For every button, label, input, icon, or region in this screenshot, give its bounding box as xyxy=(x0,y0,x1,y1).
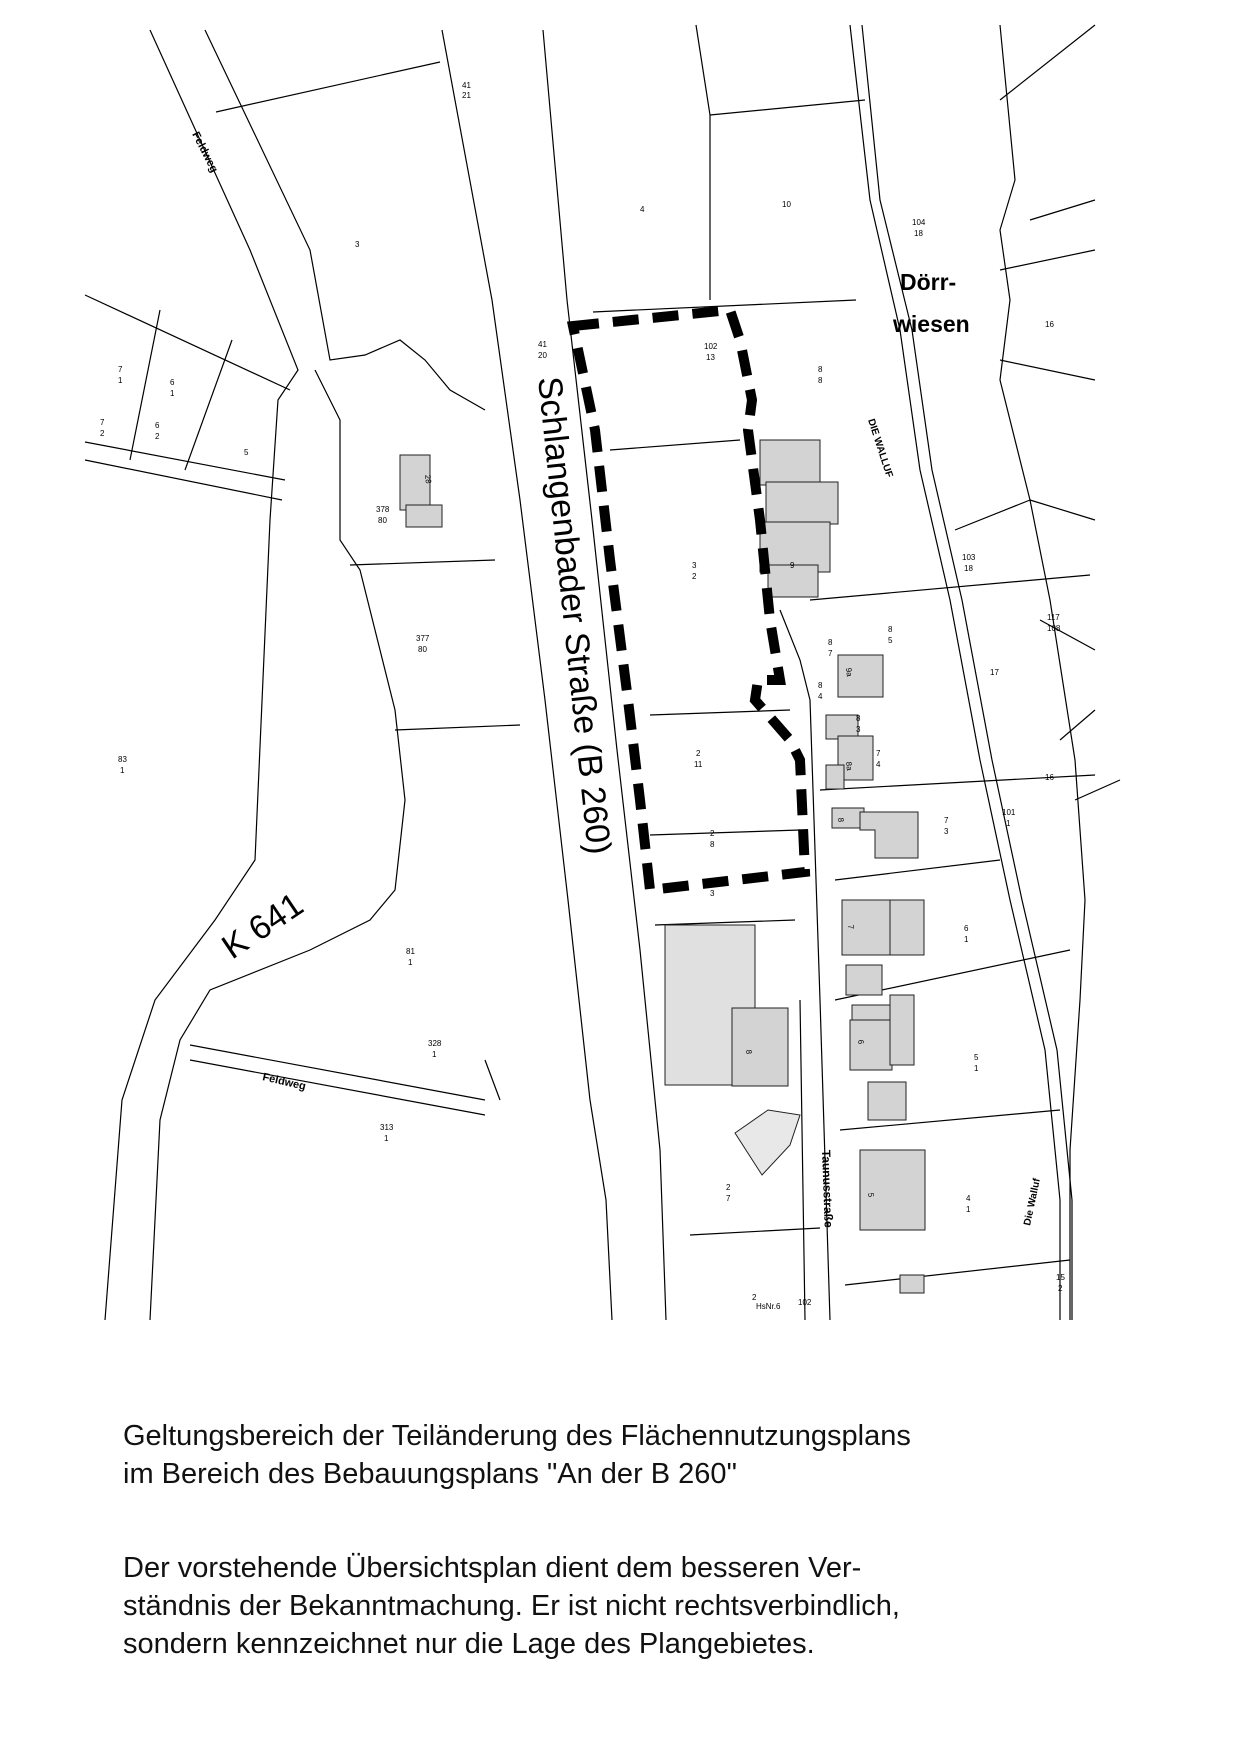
house-8a: 8a xyxy=(844,761,854,772)
parcel-8-8-den: 8 xyxy=(818,376,823,385)
parcel-328-1-den: 1 xyxy=(432,1050,437,1059)
parcel-83-1-num: 83 xyxy=(118,755,127,764)
parcel-377-80-den: 80 xyxy=(418,645,427,654)
road-label-b260: Schlangenbader Straße (B 260) xyxy=(530,374,619,857)
caption-line-5: sondern kennzeichnet nur die Lage des Plangebietes. xyxy=(123,1628,815,1660)
parcel-104-18-den: 18 xyxy=(914,229,923,238)
k641-left-edge xyxy=(105,30,298,1320)
stream-label-upper: DIE WALLUF xyxy=(865,417,895,480)
road-label-feldweg-bottom: Feldweg xyxy=(261,1071,307,1093)
caption-line-2: im Bereich des Bebauungsplans "An der B 260" xyxy=(123,1458,737,1490)
parcel-2-8-num: 2 xyxy=(710,829,715,838)
parcel-83-1-den: 1 xyxy=(120,766,125,775)
house-8b: 8 xyxy=(744,1049,754,1055)
road-label-taunusstrasse: Taunusstraße xyxy=(819,1149,836,1228)
house-5: 5 xyxy=(866,1192,876,1198)
parcel-103-18-num: 103 xyxy=(962,553,976,562)
parcel-8-3-den: 3 xyxy=(856,725,861,734)
parcel-7-1-den: 1 xyxy=(118,376,123,385)
parcel-4-1-num: 4 xyxy=(966,1194,971,1203)
road-label-feldweg-top: Feldweg xyxy=(189,129,221,175)
house-8: 8 xyxy=(836,817,846,823)
parcel-8-4-num: 8 xyxy=(818,681,823,690)
parcel-8-7-num: 8 xyxy=(828,638,833,647)
parcel-8-4-den: 4 xyxy=(818,692,823,701)
parcel-117-den: 108 xyxy=(1047,624,1061,633)
building-9a xyxy=(838,655,883,697)
parcel-2-8-den: 8 xyxy=(710,840,715,849)
parcel-7-4-num: 7 xyxy=(876,749,881,758)
parcel-2-6: 2 xyxy=(752,1293,757,1302)
parcel-377-80-num: 377 xyxy=(416,634,430,643)
parcel-2-3-num: 2 xyxy=(710,878,715,887)
house-6: 6 xyxy=(856,1039,866,1045)
parcel-10: 10 xyxy=(782,200,791,209)
parcel-2-11-num: 2 xyxy=(696,749,701,758)
parcel-101-1-den: 1 xyxy=(1006,819,1011,828)
parcel-7-3-num: 7 xyxy=(944,816,949,825)
stream-label-lower: Die Walluf xyxy=(1022,1177,1043,1227)
parcel-7-2-num: 7 xyxy=(100,418,105,427)
parcel-16b: 16 xyxy=(1045,773,1054,782)
building-triangle xyxy=(735,1110,800,1175)
parcel-4: 4 xyxy=(640,205,645,214)
building-8b xyxy=(732,1008,788,1086)
house-number-6: HsNr.6 xyxy=(756,1302,781,1311)
parcel-7-1-num: 7 xyxy=(118,365,123,374)
parcel-17: 17 xyxy=(990,668,999,677)
parcel-8-5-num: 8 xyxy=(888,625,893,634)
parcel-104-18-num: 104 xyxy=(912,218,926,227)
parcel-6-1r-num: 6 xyxy=(964,924,969,933)
parcel-103-18-den: 18 xyxy=(964,564,973,573)
parcel-41-21-num: 41 xyxy=(462,81,471,90)
parcel-41-20-num: 41 xyxy=(538,340,547,349)
parcel-16a: 16 xyxy=(1045,320,1054,329)
parcel-15-2-den: 2 xyxy=(1058,1284,1063,1293)
parcel-3: 3 xyxy=(355,240,360,249)
parcel-2-11-den: 11 xyxy=(694,760,703,769)
parcel-8-8-num: 8 xyxy=(818,365,823,374)
parcel-5-1-den: 1 xyxy=(974,1064,979,1073)
parcel-378-80-den: 80 xyxy=(378,516,387,525)
parcel-6-1-num: 6 xyxy=(170,378,175,387)
caption-line-4: ständnis der Bekanntmachung. Er ist nicht rechtsverbindlich, xyxy=(123,1590,900,1622)
parcel-2-7-num: 2 xyxy=(726,1183,731,1192)
parcel-313-1-num: 313 xyxy=(380,1123,394,1132)
parcel-2-7-den: 7 xyxy=(726,1194,731,1203)
parcel-7-2-den: 2 xyxy=(100,429,105,438)
parcel-101-1-num: 101 xyxy=(1002,808,1016,817)
parcel-102-13-num: 102 xyxy=(704,342,718,351)
area-label-2: wiesen xyxy=(893,311,970,337)
parcel-328-1-num: 328 xyxy=(428,1039,442,1048)
parcel-8-3-num: 8 xyxy=(856,714,861,723)
caption-disclaimer xyxy=(123,1549,900,1663)
parcel-41-21-den: 21 xyxy=(462,91,471,100)
parcel-3-2-num: 3 xyxy=(692,561,697,570)
parcel-102-13-den: 13 xyxy=(706,353,715,362)
house-9a: 9a xyxy=(844,667,854,678)
walluf-stream-right xyxy=(862,25,1072,1320)
parcel-378-80-num: 378 xyxy=(376,505,390,514)
house-28: 28 xyxy=(423,474,433,485)
parcel-7-4-den: 4 xyxy=(876,760,881,769)
parcel-4-1-den: 1 xyxy=(966,1205,971,1214)
parcel-8-7-den: 7 xyxy=(828,649,833,658)
building-5 xyxy=(860,1150,925,1230)
parcel-3-2-den: 2 xyxy=(692,572,697,581)
road-label-k641: K 641 xyxy=(215,885,311,967)
area-label-1: Dörr- xyxy=(900,269,957,295)
parcel-117-num: 117 xyxy=(1047,613,1060,622)
parcel-8-5-den: 5 xyxy=(888,636,893,645)
parcel-6-2-den: 2 xyxy=(155,432,160,441)
parcel-2-3-den: 3 xyxy=(710,889,715,898)
house-7: 7 xyxy=(846,924,856,930)
parcel-5-1-num: 5 xyxy=(974,1053,979,1062)
parcel-15-2-num: 15 xyxy=(1056,1273,1065,1282)
parcel-6-1-den: 1 xyxy=(170,389,175,398)
parcel-313-1-den: 1 xyxy=(384,1134,389,1143)
parcel-6-2-num: 6 xyxy=(155,421,160,430)
parcel-81-1-den: 1 xyxy=(408,958,413,967)
parcel-81-1-num: 81 xyxy=(406,947,415,956)
parcel-7-3-den: 3 xyxy=(944,827,949,836)
house-9: 9 xyxy=(790,561,795,570)
parcel-41-20-den: 20 xyxy=(538,351,547,360)
caption-line-3: Der vorstehende Übersichtsplan dient dem besseren Ver- xyxy=(123,1552,862,1584)
parcel-102b: 102 xyxy=(798,1298,812,1307)
parcel-6-1r-den: 1 xyxy=(964,935,969,944)
caption-line-1: Geltungsbereich der Teiländerung des Flächennutzungsplans xyxy=(123,1420,911,1452)
k641-right-edge xyxy=(205,30,485,410)
building-9 xyxy=(760,440,820,485)
caption-scope xyxy=(123,1417,911,1493)
parcel-5: 5 xyxy=(244,448,249,457)
